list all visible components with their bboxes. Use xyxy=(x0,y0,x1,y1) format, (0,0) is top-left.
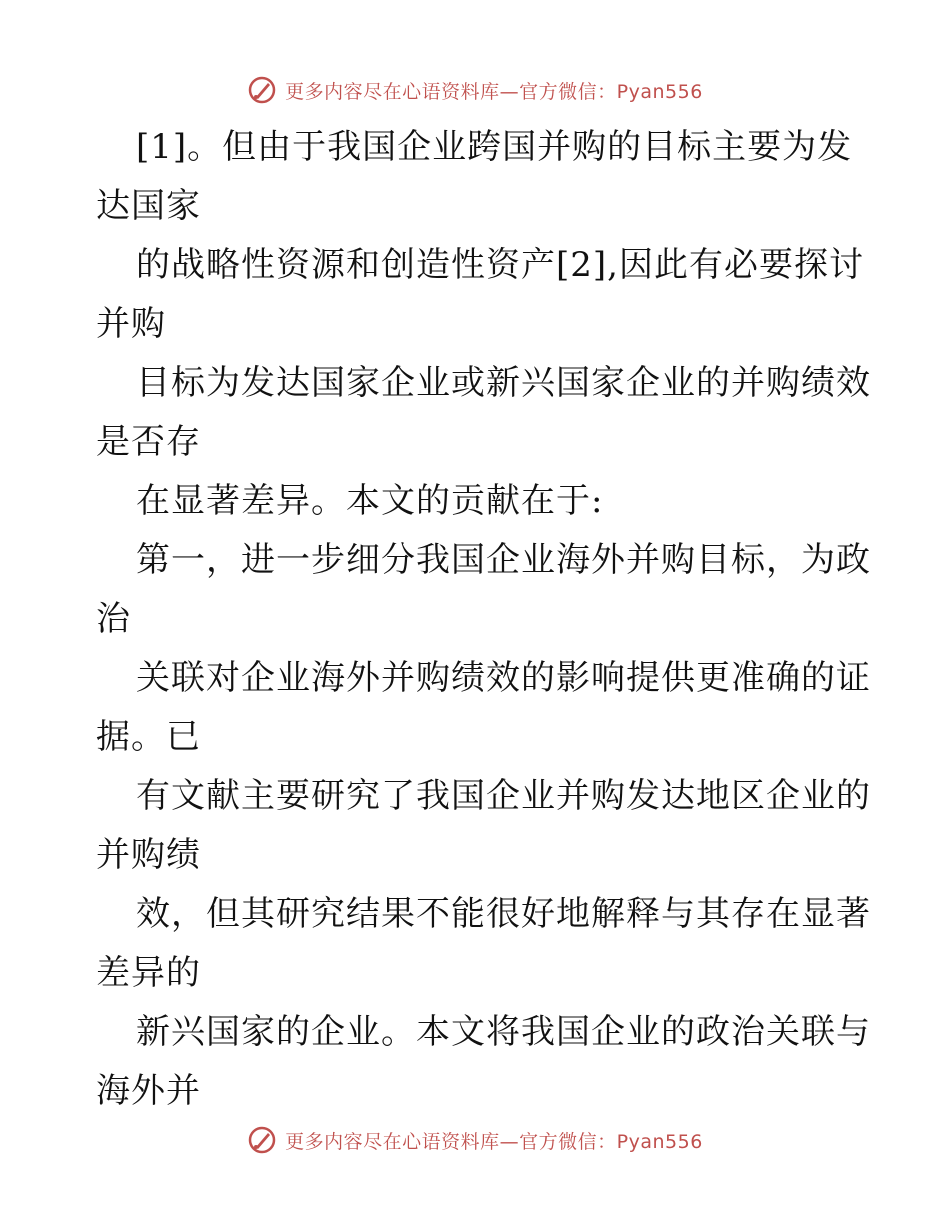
paragraph-line: 达国家 xyxy=(96,186,201,226)
paragraph-line: 并购 xyxy=(96,304,166,344)
paragraph-6 xyxy=(96,649,871,767)
quill-logo-icon xyxy=(247,1125,277,1155)
paragraph-4 xyxy=(96,472,866,531)
paragraph-7 xyxy=(96,767,871,885)
paragraph-line: 关联对企业海外并购绩效的影响提供更准确的证 xyxy=(136,658,871,698)
paragraph-2 xyxy=(96,236,866,354)
paragraph-line: 的战略性资源和创造性资产[2],因此有必要探讨 xyxy=(136,245,864,285)
paragraph-line: [1]。但由于我国企业跨国并购的目标主要为发 xyxy=(136,127,853,167)
paragraph-line: 是否存 xyxy=(96,422,201,462)
header-watermark xyxy=(0,70,950,110)
paragraph-3 xyxy=(96,354,871,472)
paragraph-line: 效，但其研究结果不能很好地解释与其存在显著 xyxy=(136,894,871,934)
paragraph-8 xyxy=(96,885,871,1003)
watermark-text: 更多内容尽在心语资料库—官方微信：Pyan556 xyxy=(285,80,703,103)
paragraph-line: 治 xyxy=(96,599,131,639)
paragraph-line: 据。已 xyxy=(96,717,201,757)
paragraph-1 xyxy=(96,118,866,236)
paragraph-line: 目标为发达国家企业或新兴国家企业的并购绩效 xyxy=(136,363,871,403)
paragraph-line: 在显著差异。本文的贡献在于: xyxy=(136,481,604,521)
watermark-text: 更多内容尽在心语资料库—官方微信：Pyan556 xyxy=(285,1130,703,1153)
footer-watermark xyxy=(0,1120,950,1160)
paragraph-line: 海外并 xyxy=(96,1071,201,1111)
quill-logo-icon xyxy=(247,75,277,105)
paragraph-line: 第一，进一步细分我国企业海外并购目标，为政 xyxy=(136,540,871,580)
paragraph-line: 有文献主要研究了我国企业并购发达地区企业的 xyxy=(136,776,871,816)
paragraph-line: 并购绩 xyxy=(96,835,201,875)
paragraph-5 xyxy=(96,531,871,649)
paragraph-line: 差异的 xyxy=(96,953,201,993)
paragraph-9 xyxy=(96,1003,871,1121)
paragraph-line: 新兴国家的企业。本文将我国企业的政治关联与 xyxy=(136,1012,871,1052)
document-body xyxy=(96,118,871,1121)
